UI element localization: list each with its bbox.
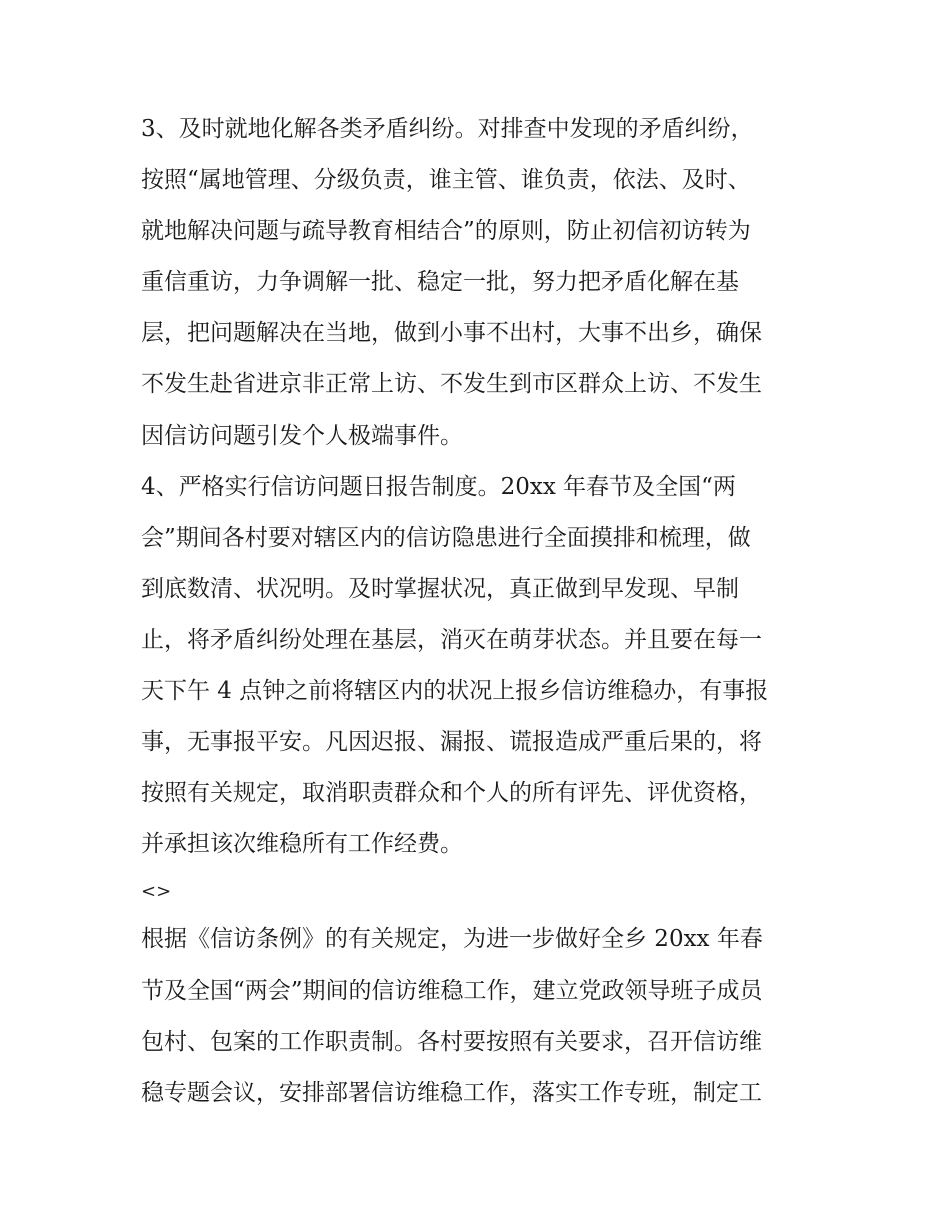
text-line: 稳专题会议，安排部署信访维稳工作，落实工作专班，制定工 [141, 1079, 762, 1106]
text-line: 就地解决问题与疏导教育相结合”的原则，防止初信初访转为 [141, 218, 751, 245]
text-line: 因信访问题引发个人极端事件。 [141, 422, 463, 449]
text-line: 不发生赴省进京非正常上访、不发生到市区群众上访、不发生 [141, 371, 762, 398]
text-line: 事，无事报平安。凡因迟报、漏报、谎报造成严重后果的，将 [141, 729, 762, 756]
text-line: 层，把问题解决在当地，做到小事不出村，大事不出乡，确保 [141, 320, 762, 347]
document-body [141, 104, 821, 1119]
text-line: 根据《信访条例》的有关规定，为进一步做好全乡 20xx 年春 [141, 926, 763, 953]
text-line: 天下午 4 点钟之前将辖区内的状况上报乡信访维稳办，有事报 [141, 678, 769, 705]
placeholder-marker: <> [141, 881, 172, 903]
text-line: 3、及时就地化解各类矛盾纠纷。对排查中发现的矛盾纠纷， [141, 116, 754, 142]
text-line: 包村、包案的工作职责制。各村要按照有关要求，召开信访维 [141, 1028, 762, 1055]
text-line: 按照“属地管理、分级负责，谁主管、谁负责，依法、及时、 [141, 167, 751, 194]
text-line: 到底数清、状况明。及时掌握状况，真正做到早发现、早制 [141, 575, 739, 602]
text-line: 节及全国“两会”期间的信访维稳工作，建立党政领导班子成员 [141, 977, 763, 1004]
text-line: 重信重访，力争调解一批、稳定一批，努力把矛盾化解在基 [141, 269, 739, 296]
text-line: 并承担该次维稳所有工作经费。 [141, 831, 463, 858]
text-line: 会”期间各村要对辖区内的信访隐患进行全面摸排和梳理，做 [141, 524, 751, 551]
text-line: 止，将矛盾纠纷处理在基层，消灭在萌芽状态。并且要在每一 [141, 626, 762, 653]
text-line: 按照有关规定，取消职责群众和个人的所有评先、评优资格， [141, 780, 762, 807]
text-line: 4、严格实行信访问题日报告制度。20xx 年春节及全国“两 [141, 473, 736, 500]
